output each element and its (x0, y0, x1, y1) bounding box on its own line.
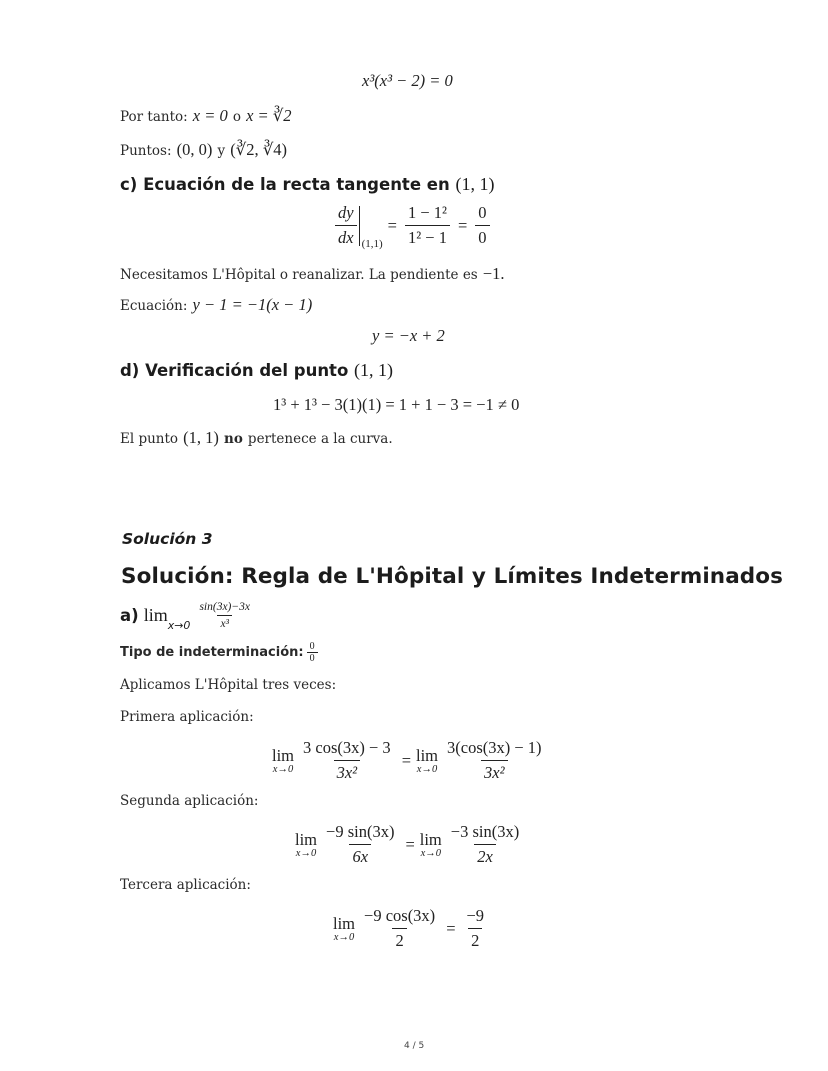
result-num: 0 (478, 203, 487, 222)
tipo-label: Tipo de indeterminación: (120, 645, 304, 660)
result-den: 0 (475, 225, 489, 248)
slope-fraction (405, 203, 450, 248)
slope-den: 1² − 1 (405, 225, 450, 248)
equals-sign: = (457, 215, 468, 235)
part-a-heading (120, 601, 256, 630)
eval-point: (1,1) (361, 238, 383, 250)
lim-sub: x→0 (420, 848, 441, 859)
lim-text: lim (416, 746, 439, 765)
conclusion-bold: no (224, 431, 243, 447)
p2-lhs-fraction (323, 822, 397, 867)
equation-cubic: x³(x³ − 2) = 0 (362, 71, 453, 90)
lhopital-note (120, 264, 505, 284)
part-d-heading-point: (1, 1) (354, 360, 394, 380)
p3-lhs-num: −9 cos(3x) (364, 906, 436, 925)
por-tanto-label: Por tanto: (120, 109, 188, 125)
conclusion-point: (1, 1) (183, 428, 219, 447)
equals-sign: = (387, 215, 397, 235)
limit-operator (420, 830, 442, 859)
third-application-eq (333, 906, 490, 951)
part-d-heading (120, 360, 393, 381)
verification-eq: 1³ + 1³ − 3(1)(1) = 1 + 1 − 3 = −1 ≠ 0 (273, 395, 520, 414)
conclusion-pre: El punto (120, 431, 179, 447)
limit-operator (272, 746, 294, 775)
lim-text: lim (295, 830, 318, 849)
note-text: Necesitamos L'Hôpital o reanalizar. La pendiente es (120, 267, 478, 283)
eval-bar (359, 206, 360, 246)
part-a-num: sin(3x)−3x (199, 601, 250, 613)
part-c-heading-text: c) Ecuación de la recta tangente en (120, 175, 450, 194)
conclusion-line (120, 428, 393, 448)
p3-rhs-fraction (464, 906, 488, 951)
solution-cbrt2: x = ∛2 (246, 106, 292, 125)
p1-lhs-den: 3x² (334, 760, 361, 783)
aplicamos-text: Aplicamos L'Hôpital tres veces: (120, 677, 337, 693)
p2-rhs-den: 2x (474, 844, 496, 867)
primera-label: Primera aplicación: (120, 709, 254, 725)
lim-sub: x→0 (416, 764, 438, 775)
part-a-label: a) (120, 606, 139, 625)
p3-lhs-den: 2 (392, 928, 406, 951)
lim-sub: x→0 (272, 764, 294, 775)
lim-sub: x→0 (295, 848, 317, 859)
derivative-evaluation (332, 203, 493, 248)
ecuacion-line (120, 295, 312, 315)
tercera-label: Tercera aplicación: (120, 877, 251, 893)
p3-lhs-fraction (361, 906, 438, 951)
p1-lhs-fraction (300, 738, 394, 783)
slope-num: 1 − 1² (407, 203, 447, 222)
part-c-heading-point: (1, 1) (455, 174, 495, 194)
ecuacion-label: Ecuación: (120, 298, 188, 314)
equals-sign: = (401, 750, 411, 770)
page-number: 4 / 5 (404, 1041, 425, 1051)
conclusion-post: pertenece a la curva. (247, 431, 393, 447)
lim-sub: x→0 (333, 932, 355, 943)
solution-title: Solución: Regla de L'Hôpital y Límites Indeterminados (121, 564, 784, 589)
limit-operator (333, 914, 355, 943)
solution-label: Solución 3 (122, 530, 213, 548)
equals-sign: = (405, 834, 415, 854)
part-d-heading-text: d) Verificación del punto (120, 361, 349, 380)
limit-operator (416, 746, 438, 775)
p1-rhs-den: 3x² (481, 760, 508, 783)
p2-lhs-num: −9 sin(3x) (326, 822, 395, 841)
p2-lhs-den: 6x (349, 844, 371, 867)
tipo-fraction (307, 641, 318, 664)
limit-operator (295, 830, 317, 859)
connector-y: y (217, 143, 226, 159)
p1-rhs-num: 3(cos(3x) − 1) (447, 738, 542, 757)
connector-o: o (232, 109, 241, 125)
derivative-den: dx (335, 225, 357, 248)
tipo-num: 0 (309, 641, 315, 652)
lim-text: lim (333, 914, 356, 933)
lim-text: lim (272, 746, 295, 765)
first-application-eq (272, 738, 548, 783)
por-tanto-line (120, 106, 292, 126)
puntos-label: Puntos: (120, 143, 172, 159)
part-a-lim: lim (143, 605, 168, 625)
p3-rhs-den: 2 (468, 928, 482, 951)
point-origin: (0, 0) (176, 140, 213, 159)
solution-x0: x = 0 (192, 106, 228, 125)
lim-text: lim (419, 830, 442, 849)
slope-value: −1. (482, 264, 505, 283)
p2-rhs-num: −3 sin(3x) (450, 822, 520, 841)
part-a-den: x³ (217, 615, 232, 630)
tipo-line (120, 641, 321, 664)
point-cbrt: (∛2, ∛4) (230, 140, 287, 159)
p3-rhs-num: −9 (466, 906, 485, 925)
second-application-eq (295, 822, 525, 867)
part-a-fraction (196, 601, 253, 630)
equals-sign: = (446, 918, 456, 938)
part-a-lim-sub: x→0 (167, 619, 191, 632)
result-fraction (475, 203, 489, 248)
tipo-den: 0 (307, 652, 318, 664)
point-slope-eq: y − 1 = −1(x − 1) (192, 295, 313, 314)
derivative-num: dy (338, 203, 354, 222)
puntos-line (120, 140, 287, 160)
part-c-heading (120, 174, 494, 195)
p2-rhs-fraction (448, 822, 522, 867)
segunda-label: Segunda aplicación: (120, 793, 259, 809)
derivative-fraction (335, 203, 357, 248)
tangent-line-eq: y = −x + 2 (372, 326, 445, 345)
p1-rhs-fraction (444, 738, 545, 783)
p1-lhs-num: 3 cos(3x) − 3 (303, 738, 391, 757)
